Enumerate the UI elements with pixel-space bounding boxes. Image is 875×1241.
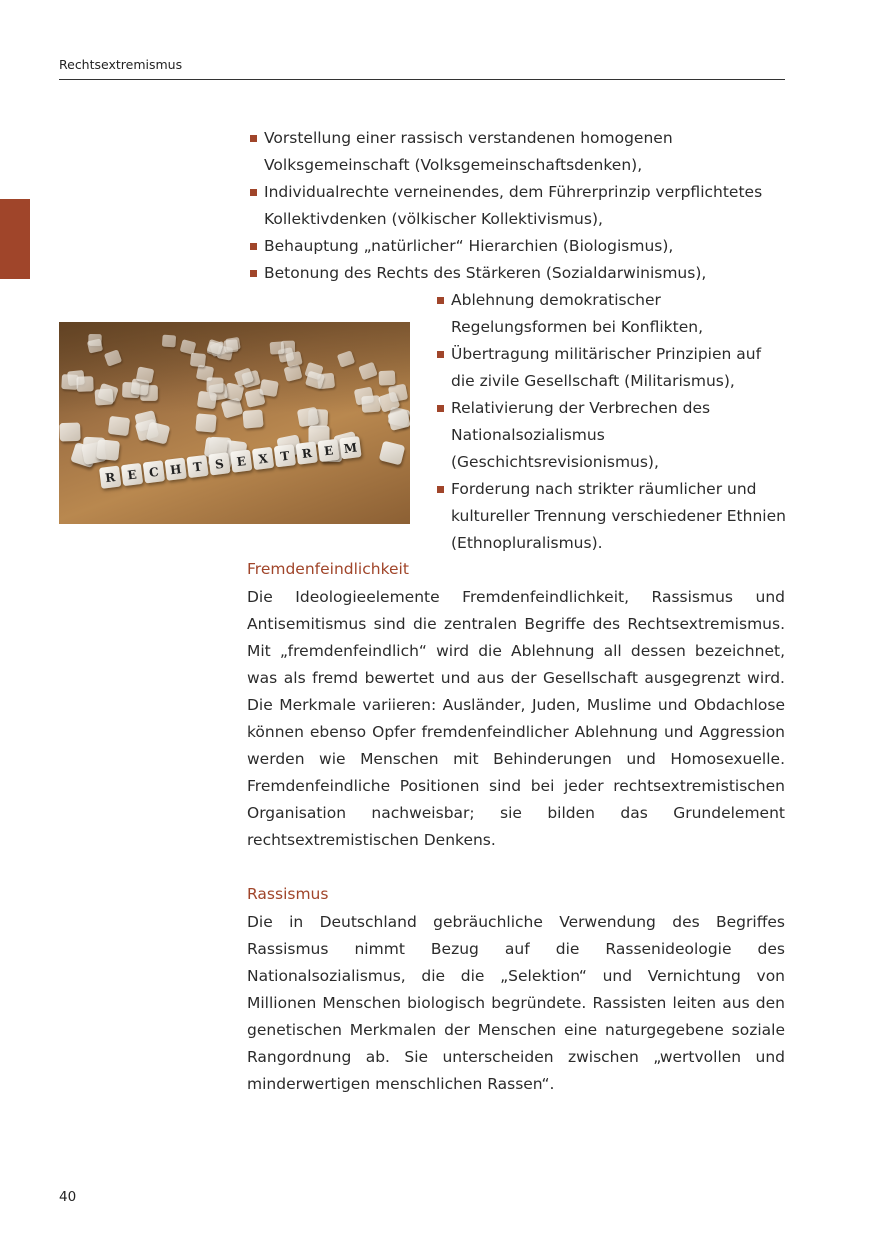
letter-cube: T — [274, 444, 296, 467]
letter-cubes-photo — [59, 322, 410, 524]
header-divider — [59, 79, 785, 80]
decorative-cube — [162, 335, 176, 348]
decorative-cube — [206, 377, 223, 392]
ideology-list-right — [434, 287, 789, 557]
list-item-text: Betonung des Rechts des Stärkeren (Sozialdarwinismus), — [264, 264, 707, 282]
decorative-cube — [146, 421, 171, 444]
list-item-text: Behauptung „natürlicher“ Hierarchien (Biologismus), — [264, 237, 674, 255]
decorative-cube — [190, 353, 206, 368]
letter-cube: E — [317, 439, 339, 462]
list-item — [247, 179, 787, 233]
list-item — [434, 476, 789, 557]
square-bullet-icon — [250, 270, 257, 277]
list-item-text: Vorstellung einer rassisch verstandenen homogenen Volksgemeinschaft (Volksgemeinschaftsdenken), — [264, 129, 673, 174]
running-header: Rechtsextremismus — [59, 57, 183, 72]
decorative-cube — [379, 441, 406, 466]
square-bullet-icon — [437, 486, 444, 493]
list-item — [247, 233, 787, 260]
letter-cube: X — [252, 447, 274, 470]
section-heading-fremdenfeindlichkeit: Fremdenfeindlichkeit — [247, 560, 409, 578]
letter-cube: R — [99, 466, 121, 489]
letter-cube: H — [165, 458, 187, 481]
ideology-list-top — [247, 125, 787, 287]
section-text-fremdenfeindlichkeit: Die Ideologieelemente Fremdenfeindlichkeit, Rassismus und Antisemitismus sind die zentralen Begriffe des Rechtsextremismus. Mit „fremdenfeindlich“ wird die Ablehnung all dessen bezeichnet, was als fremd bewertet und aus der Gesellschaft ausgegrenzt wird. Die Merkmale variieren: Ausländer, Juden, Muslime und Obdachlose können ebenso Opfer fremdenfeindlicher Ablehnung und Aggression werden wie Menschen mit Behinderungen und Homosexuelle. Fremdenfeindliche Positionen sind bei jeder rechtsextremistischen Organisation nachweisbar; sie bilden das Grundelement rechtsextremistischen Denkens. — [247, 588, 785, 849]
letter-cube: E — [121, 463, 143, 486]
decorative-cube — [223, 339, 238, 353]
list-item-text: Individualrechte verneinendes, dem Führerprinzip verpflichtetes Kollektivdenken (völkischer Kollektivismus), — [264, 183, 763, 228]
square-bullet-icon — [250, 135, 257, 142]
decorative-cube — [96, 439, 120, 461]
list-item-text: Relativierung der Verbrechen des Nationalsozialismus (Geschichtsrevisionismus), — [451, 399, 711, 471]
letter-cube: S — [208, 452, 230, 475]
square-bullet-icon — [437, 405, 444, 412]
decorative-cube — [108, 416, 130, 436]
decorative-cube — [136, 366, 155, 383]
letter-cube: E — [230, 449, 252, 472]
section-heading-rassismus: Rassismus — [247, 885, 329, 903]
square-bullet-icon — [437, 351, 444, 358]
square-bullet-icon — [250, 189, 257, 196]
letter-cube: C — [143, 460, 165, 483]
list-item-text: Forderung nach strikter räumlicher und kultureller Trennung verschiedener Ethnien (Ethnopluralismus). — [451, 480, 786, 552]
section-text-rassismus: Die in Deutschland gebräuchliche Verwendung des Begriffes Rassismus nimmt Bezug auf die Rassenideologie des Nationalsozialismus, die die „Selektion“ und Vernichtung von Millionen Menschen biologisch begründete. Rassisten leiten aus den genetischen Merkmalen der Menschen eine naturgegebene soziale Rangordnung ab. Sie unterscheiden zwischen „wertvollen und minderwertigen menschlichen Rassen“. — [247, 913, 785, 1093]
letter-cube: M — [339, 436, 361, 459]
list-item-text: Übertragung militärischer Prinzipien auf die zivile Gesellschaft (Militarismus), — [451, 345, 762, 390]
decorative-cube — [76, 376, 93, 392]
decorative-cube — [270, 341, 285, 354]
square-bullet-icon — [250, 243, 257, 250]
decorative-cube — [197, 391, 217, 410]
list-item — [434, 395, 789, 476]
page-number: 40 — [59, 1189, 77, 1205]
list-item — [434, 287, 789, 341]
decorative-cube — [94, 388, 113, 405]
letter-cube: T — [186, 455, 208, 478]
list-item-text: Ablehnung demokratischer Regelungsformen bei Konflikten, — [451, 291, 703, 336]
decorative-cube — [378, 370, 395, 385]
list-item — [247, 260, 787, 287]
chapter-marker-tab — [0, 199, 30, 279]
letter-cube: R — [296, 441, 318, 464]
decorative-cube — [59, 422, 80, 441]
square-bullet-icon — [437, 297, 444, 304]
list-item — [434, 341, 789, 395]
decorative-cube — [195, 413, 216, 432]
decorative-cube — [387, 409, 410, 431]
decorative-cube — [297, 407, 319, 428]
decorative-cube — [242, 409, 263, 428]
list-item — [247, 125, 787, 179]
decorative-cube — [259, 379, 279, 397]
